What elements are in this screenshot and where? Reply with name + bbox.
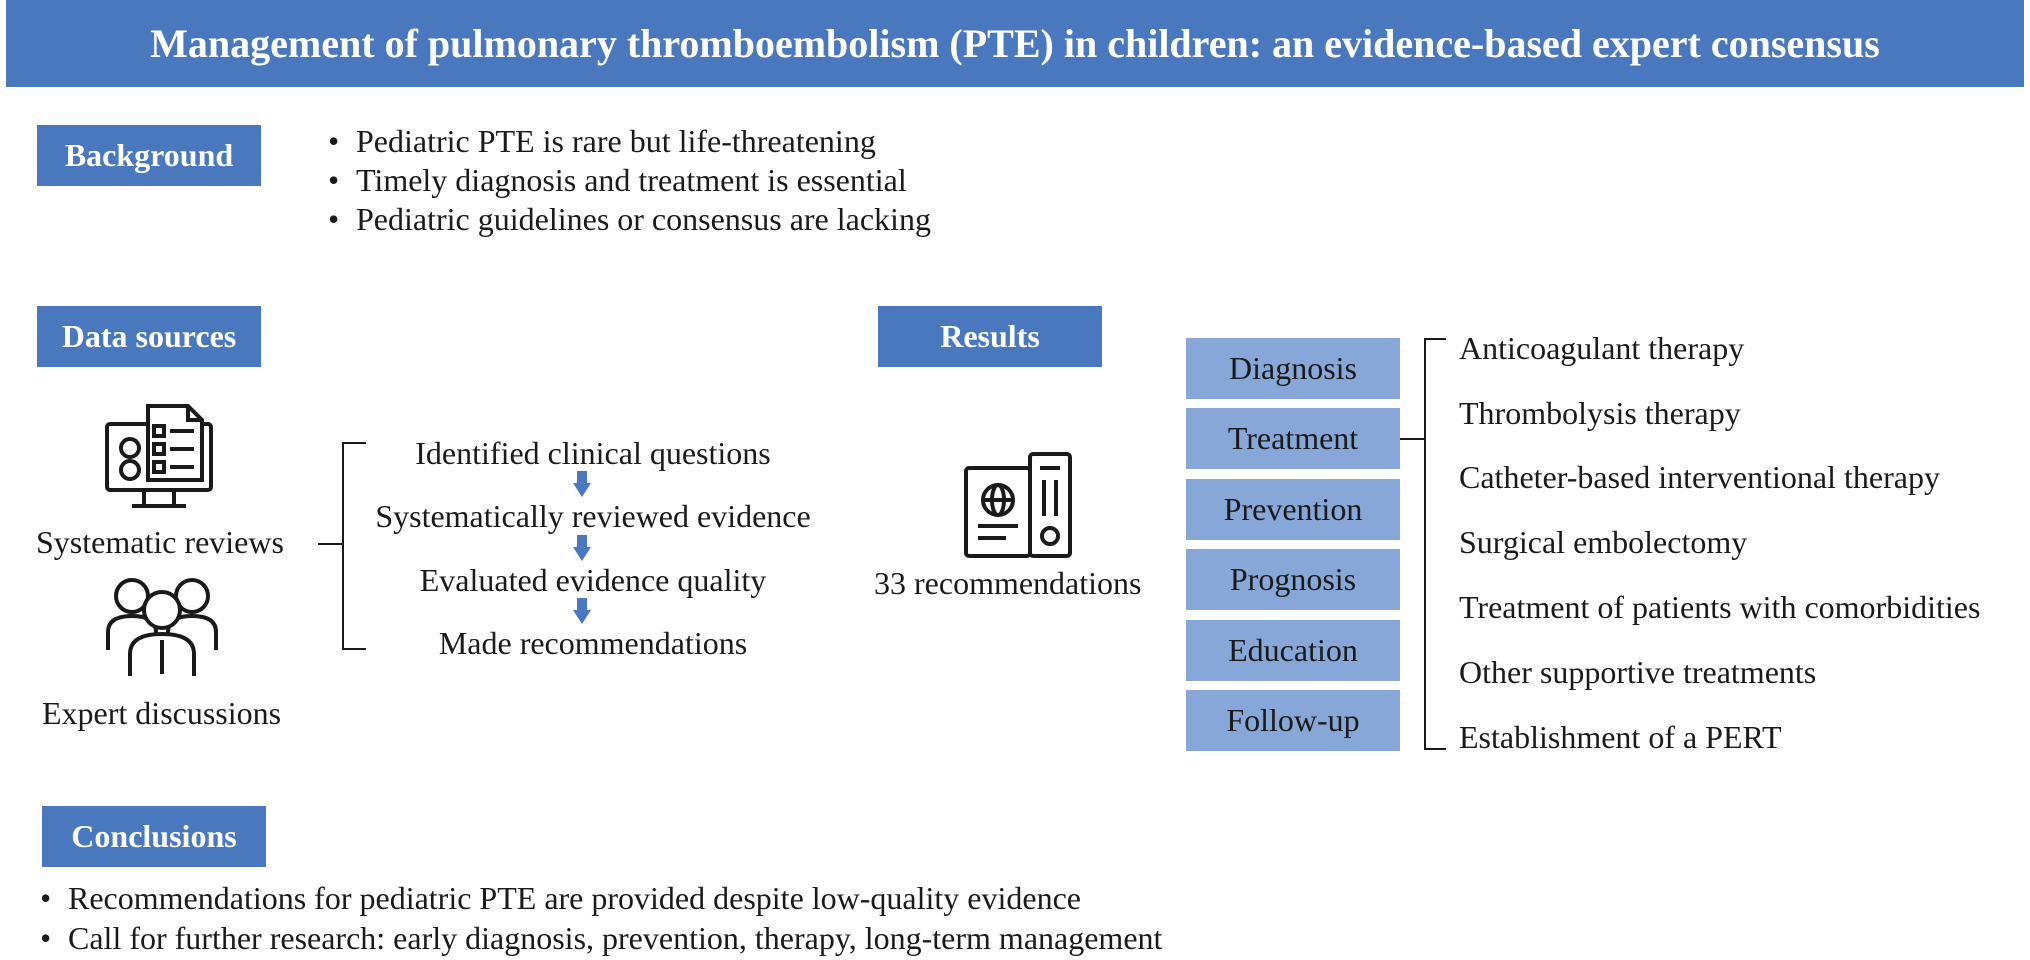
- results-label: Results: [878, 306, 1102, 367]
- bracket-vertical: [342, 442, 344, 650]
- step-made-recommendations: Made recommendations: [438, 625, 748, 661]
- category-prevention: Prevention: [1186, 479, 1400, 540]
- treatment-item: Establishment of a PERT: [1459, 719, 1782, 755]
- bracket-connector: [318, 543, 342, 545]
- treatment-item: Anticoagulant therapy: [1459, 330, 1745, 366]
- category-education: Education: [1186, 620, 1400, 681]
- checklist-monitor-icon: [104, 402, 216, 512]
- category-treatment: Treatment: [1186, 408, 1400, 469]
- step-arrow-stem: [577, 535, 587, 547]
- group-people-icon: [104, 570, 220, 680]
- treatment-item: Thrombolysis therapy: [1459, 395, 1741, 431]
- list-item: • Call for further research: early diagnosis, prevention, therapy, long-term management: [40, 918, 1162, 958]
- background-label: Background: [37, 125, 261, 186]
- recommendation-count: 33 recommendations: [874, 565, 1142, 601]
- bracket-bottom: [342, 648, 366, 650]
- treatment-bracket-top: [1424, 338, 1446, 340]
- expert-discussions-label: Expert discussions: [42, 695, 282, 731]
- systematic-reviews-label: Systematic reviews: [36, 524, 284, 560]
- bracket-top: [342, 442, 366, 444]
- step-arrow-icon: [573, 547, 591, 561]
- conclusions-label: Conclusions: [42, 806, 266, 867]
- treatment-bracket-bottom: [1424, 748, 1446, 750]
- step-arrow-icon: [573, 483, 591, 497]
- list-item: • Timely diagnosis and treatment is essential: [328, 161, 931, 200]
- category-prognosis: Prognosis: [1186, 549, 1400, 610]
- step-evaluated: Evaluated evidence quality: [419, 562, 767, 598]
- treatment-bracket-vertical: [1424, 338, 1426, 750]
- step-arrow-stem: [577, 598, 587, 610]
- category-diagnosis: Diagnosis: [1186, 338, 1400, 399]
- treatment-item: Surgical embolectomy: [1459, 524, 1748, 560]
- conclusions-list: [40, 878, 1162, 958]
- step-arrow-stem: [577, 471, 587, 483]
- step-reviewed: Systematically reviewed evidence: [375, 498, 811, 534]
- background-list: [328, 122, 931, 239]
- treatment-item: Treatment of patients with comorbidities: [1459, 589, 1981, 625]
- list-item: • Pediatric guidelines or consensus are lacking: [328, 200, 931, 239]
- treatment-item: Other supportive treatments: [1459, 654, 1817, 690]
- guideline-book-icon: [962, 450, 1074, 560]
- step-arrow-icon: [573, 610, 591, 624]
- list-item: • Recommendations for pediatric PTE are provided despite low-quality evidence: [40, 878, 1162, 918]
- step-identified: Identified clinical questions: [415, 435, 771, 471]
- list-item: • Pediatric PTE is rare but life-threatening: [328, 122, 931, 161]
- category-follow-up: Follow-up: [1186, 690, 1400, 751]
- data-sources-label: Data sources: [37, 306, 261, 367]
- treatment-connector: [1400, 438, 1424, 440]
- treatment-item: Catheter-based interventional therapy: [1459, 459, 1940, 495]
- page-title: Management of pulmonary thromboembolism (PTE) in children: an evidence-based expert consensus: [6, 0, 2024, 87]
